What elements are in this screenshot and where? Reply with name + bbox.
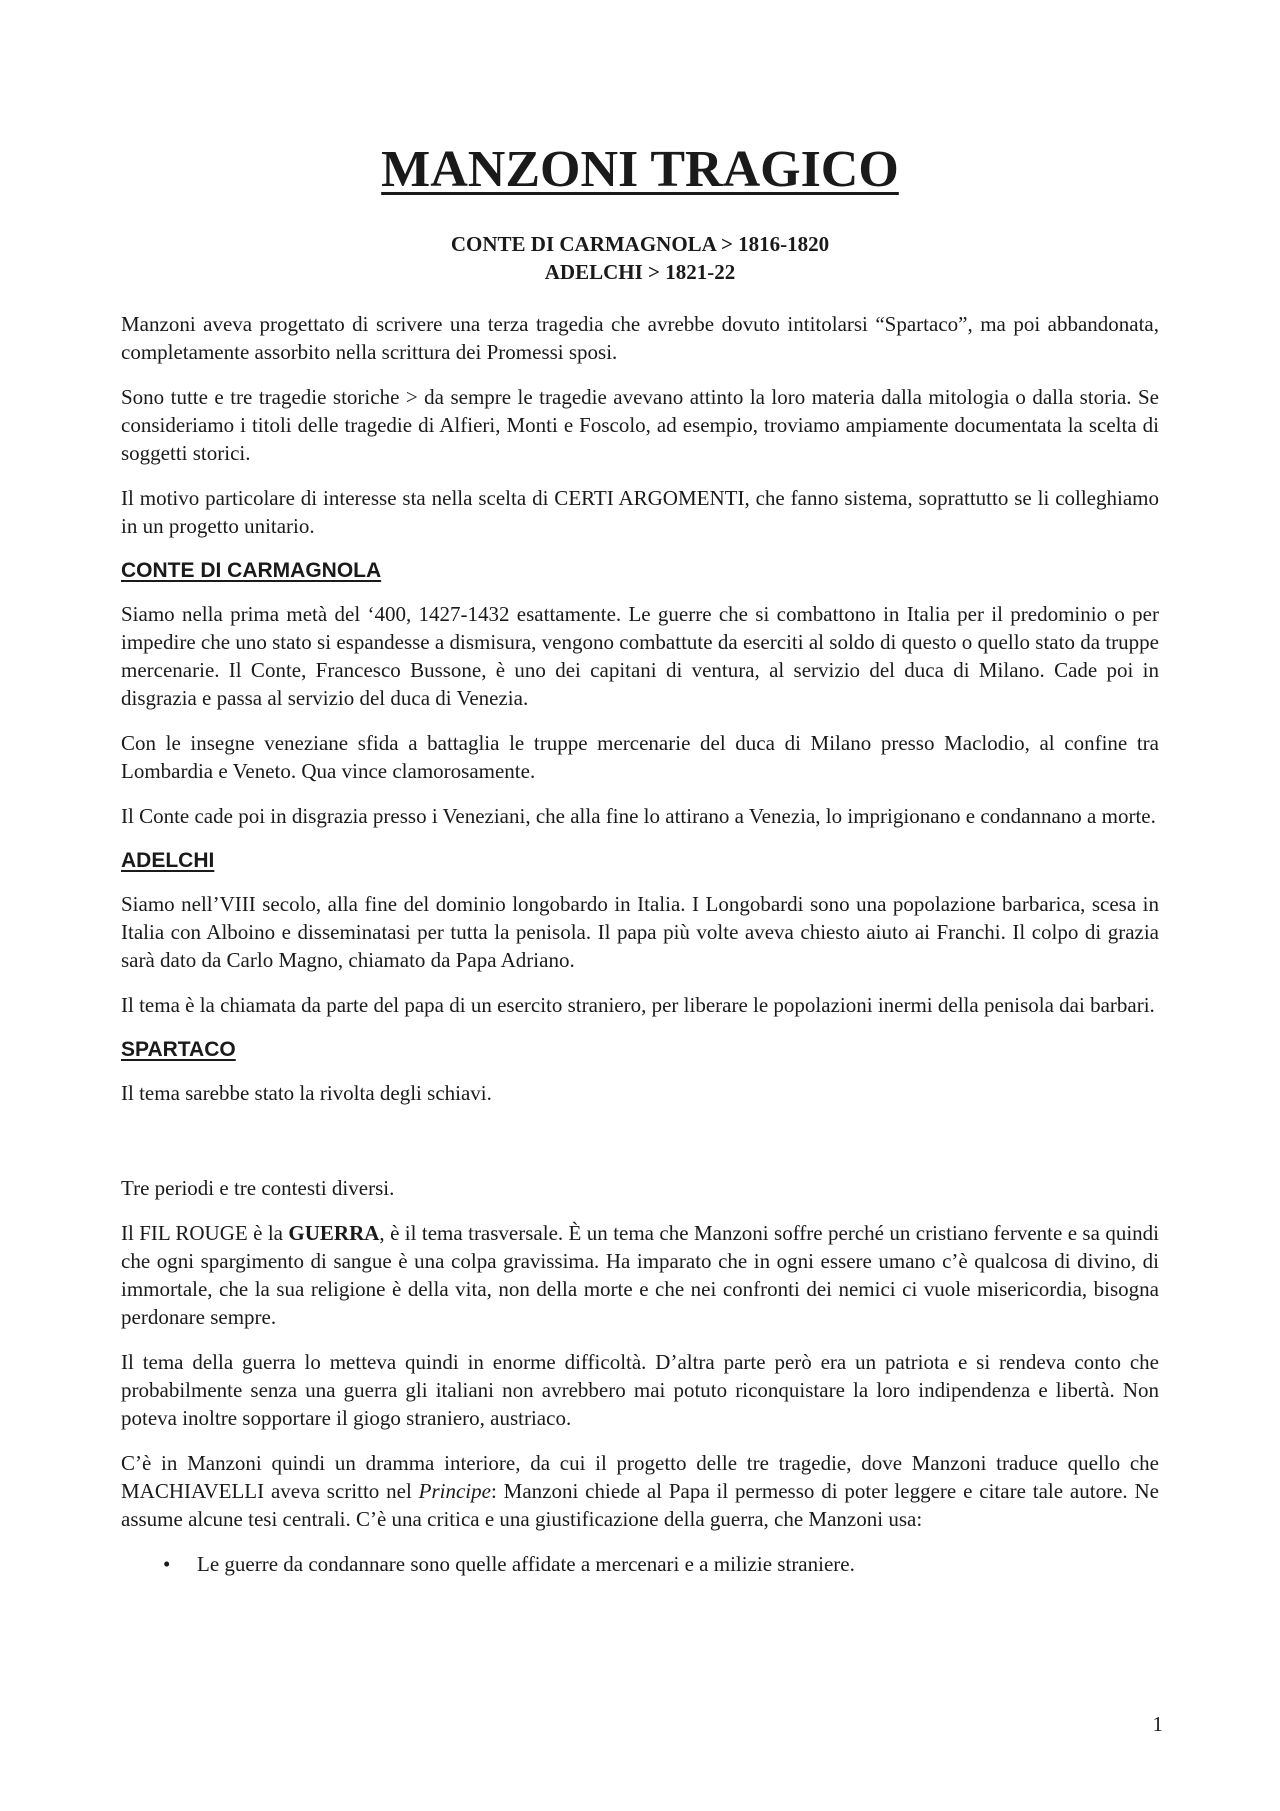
page-title bbox=[121, 140, 1159, 200]
document-body bbox=[121, 310, 1159, 1578]
intro-paragraph: Manzoni aveva progettato di scrivere una terza tragedia che avrebbe dovuto intitolarsi “Spartaco”, ma poi abbandonata, completamente assorbito nella scrittura dei Promessi sposi. bbox=[121, 312, 1159, 364]
carmagnola-paragraph: Il Conte cade poi in disgrazia presso i Veneziani, che alla fine lo attirano a Venezia, lo imprigionano e condannano a morte. bbox=[121, 804, 1156, 828]
conclusion-paragraph: Tre periodi e tre contesti diversi. bbox=[121, 1176, 395, 1200]
conclusion-paragraph: Il tema della guerra lo metteva quindi in enorme difficoltà. D’altra parte però era un patriota e si rendeva conto che probabilmente senza una guerra gli italiani non avrebbero mai potuto riconquistare la loro indipendenza e libertà. Non poteva inoltre sopportare il giogo straniero, austriaco. bbox=[121, 1350, 1159, 1430]
list-item: • Le guerre da condannare sono quelle affidate a mercenari e a milizie straniere. bbox=[121, 1550, 1159, 1578]
subtitle-line-carmagnola: CONTE DI CARMAGNOLA > 1816-1820 bbox=[450, 232, 830, 256]
section-heading-adelchi: ADELCHI bbox=[121, 849, 215, 872]
guerra-emphasis: GUERRA bbox=[288, 1221, 380, 1245]
page-number: 1 bbox=[1152, 1712, 1163, 1736]
spartaco-paragraph: Il tema sarebbe stato la rivolta degli schiavi. bbox=[121, 1081, 492, 1105]
blank-space bbox=[121, 1124, 1159, 1174]
document-page bbox=[121, 140, 1159, 1578]
conclusion-paragraph-machiavelli: C’è in Manzoni quindi un dramma interiore, da cui il progetto delle tre tragedie, dove Manzoni traduce quello che MACHIAVELLI aveva scritto nel Principe: Manzoni chiede al Papa il permesso di poter leggere e citare tale autore. Ne assume alcune tesi centrali. C’è una critica e una giustificazione della guerra, che Manzoni usa: bbox=[121, 1451, 1159, 1531]
carmagnola-paragraph: Con le insegne veneziane sfida a battaglia le truppe mercenarie del duca di Milano presso Maclodio, al confine tra Lombardia e Veneto. Qua vince clamorosamente. bbox=[121, 731, 1159, 783]
page-title-text: MANZONI TRAGICO bbox=[381, 141, 899, 198]
section-heading-carmagnola: CONTE DI CARMAGNOLA bbox=[121, 559, 382, 582]
adelchi-paragraph: Il tema è la chiamata da parte del papa di un esercito straniero, per liberare le popolazioni inermi della penisola dai barbari. bbox=[121, 993, 1155, 1017]
adelchi-paragraph: Siamo nell’VIII secolo, alla fine del dominio longobardo in Italia. I Longobardi sono una popolazione barbarica, scesa in Italia con Alboino e disseminatasi per tutta la penisola. Il papa più volte aveva chiesto aiuto ai Franchi. Il colpo di grazia sarà dato da Carlo Magno, chiamato da Papa Adriano. bbox=[121, 892, 1159, 972]
conclusion-paragraph-guerra: Il FIL ROUGE è la GUERRA, è il tema trasversale. È un tema che Manzoni soffre perché un cristiano fervente e sa quindi che ogni spargimento di sangue è una colpa gravissima. Ha imparato che in ogni essere umano c’è qualcosa di divino, di immortale, che la sua religione è della vita, non della morte e che nei confronti dei nemici ci vuole misericordia, bisogna perdonare sempre. bbox=[121, 1221, 1160, 1329]
intro-paragraph: Sono tutte e tre tragedie storiche > da sempre le tragedie avevano attinto la loro materia dalla mitologia o dalla storia. Se consideriamo i titoli delle tragedie di Alfieri, Monti e Foscolo, ad esempio, troviamo ampiamente documentata la scelta di soggetti storici. bbox=[121, 385, 1159, 465]
bullet-list bbox=[121, 1550, 1159, 1578]
principe-title: Principe bbox=[418, 1479, 491, 1503]
subtitle-line-adelchi: ADELCHI > 1821-22 bbox=[544, 260, 736, 284]
carmagnola-paragraph: Siamo nella prima metà del ‘400, 1427-1432 esattamente. Le guerre che si combattono in Italia per il predominio o per impedire che uno stato si espandesse a dismisura, vengono combattute da eserciti al soldo di questo o quello stato da truppe mercenarie. Il Conte, Francesco Bussone, è uno dei capitani di ventura, al servizio del duca di Milano. Cade poi in disgrazia e passa al servizio del duca di Venezia. bbox=[121, 602, 1159, 710]
section-heading-spartaco: SPARTACO bbox=[121, 1038, 236, 1061]
intro-paragraph: Il motivo particolare di interesse sta nella scelta di CERTI ARGOMENTI, che fanno sistema, soprattutto se li colleghiamo in un progetto unitario. bbox=[121, 486, 1159, 538]
subtitle-block bbox=[121, 230, 1159, 286]
